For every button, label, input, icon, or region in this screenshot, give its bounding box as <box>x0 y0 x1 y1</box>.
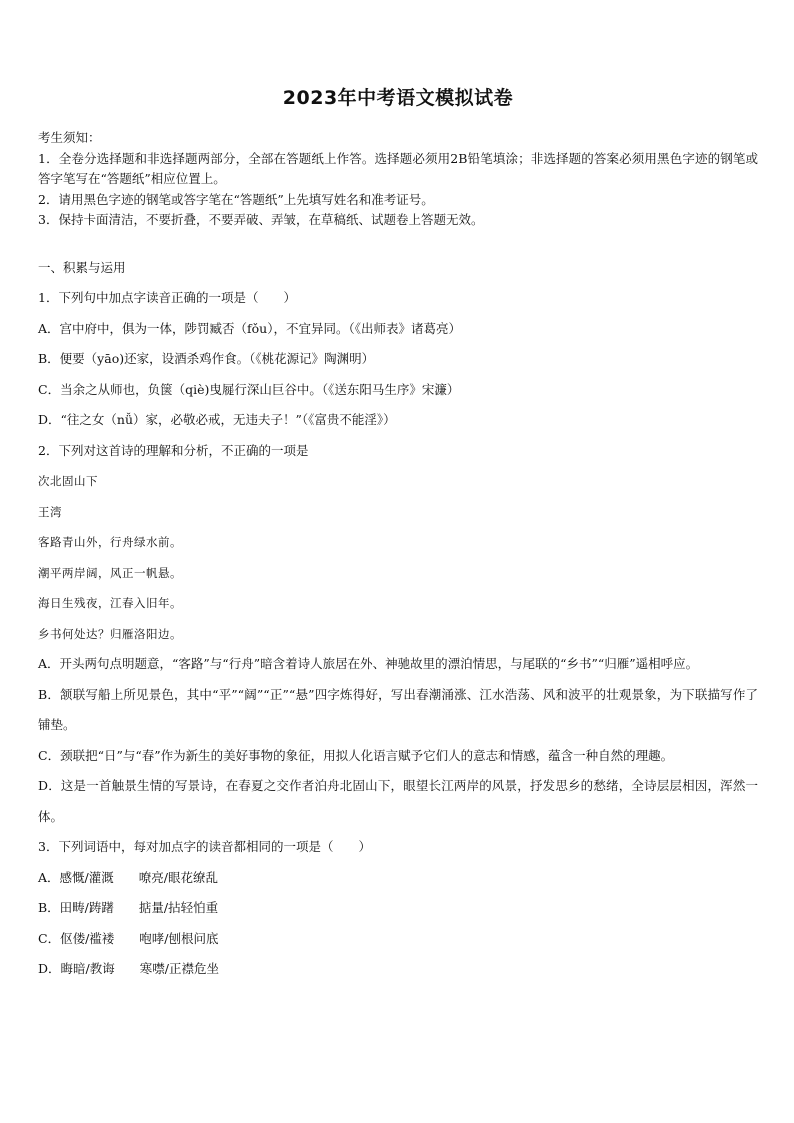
notice-item: 1．全卷分选择题和非选择题两部分，全部在答题纸上作答。选择题必须用2B铅笔填涂；非选择题的答案必须用黑色字迹的钢笔或答字笔写在“答题纸”相应位置上。 <box>38 150 758 186</box>
answer-option: B．田畴/踌躇 掂量/拈轻怕重 <box>38 900 219 915</box>
question-stem: 3．下列词语中，每对加点字的读音都相同的一项是（ ） <box>38 839 371 854</box>
poem-author: 王湾 <box>38 504 62 519</box>
answer-option: A．感慨/灌溉 嘹亮/眼花缭乱 <box>38 869 218 885</box>
answer-option: B．便要（yāo)还家，设酒杀鸡作食。（《桃花源记》陶渊明） <box>38 351 375 366</box>
exam-page <box>38 84 758 985</box>
answer-option: B．颔联写船上所见景色，其中“平”“阔”“正”“悬”四字炼得好，写出春潮涌涨、江水浩荡、风和波平的壮观景象，为下联描写作了铺垫。 <box>38 686 758 732</box>
answer-option: A．宫中府中，俱为一体，陟罚臧否（fǒu），不宜异同。（《出师表》诸葛亮） <box>38 320 461 336</box>
answer-option: D．“往之女（nǚ）家，必敬必戒，无违夫子！”（《富贵不能淫》） <box>38 412 396 427</box>
poem-line: 乡书何处达？归雁洛阳边。 <box>38 626 182 641</box>
answer-option: D．晦暗/教诲 寒噤/正襟危坐 <box>38 961 219 976</box>
section-heading: 一、积累与运用 <box>38 259 126 275</box>
notice-item: 2．请用黑色字迹的钢笔或答字笔在“答题纸”上先填写姓名和准考证号。 <box>38 191 434 207</box>
question-stem: 2．下列对这首诗的理解和分析，不正确的一项是 <box>38 442 309 458</box>
answer-option: C．颈联把“日”与“春”作为新生的美好事物的象征，用拟人化语言赋予它们人的意志和情感，蕴含一种自然的理趣。 <box>38 747 674 763</box>
exam-body <box>38 253 758 985</box>
poem-line: 海日生残夜，江春入旧年。 <box>38 596 182 610</box>
poem-line: 潮平两岸阔，风正一帆悬。 <box>38 565 182 580</box>
notice-item: 3．保持卡面清洁，不要折叠，不要弄破、弄皱，在草稿纸、试题卷上答题无效。 <box>38 212 484 227</box>
poem-line: 客路青山外，行舟绿水前。 <box>38 535 182 549</box>
notice-heading: 考生须知： <box>38 130 101 145</box>
answer-option: D．这是一首触景生情的写景诗，在春夏之交作者泊舟北固山下，眼望长江两岸的风景，抒发思乡的愁绪，全诗层层相因，浑然一体。 <box>38 778 758 824</box>
question-stem: 1．下列句中加点字读音正确的一项是（ ） <box>38 290 296 305</box>
candidate-notice <box>38 128 758 231</box>
answer-option: C．伛偻/褴褛 咆哮/刨根问底 <box>38 930 219 946</box>
answer-option: A．开头两句点明题意，“客路”与“行舟”暗含着诗人旅居在外、神驰故里的漂泊情思，与尾联的“乡书”“归雁”遥相呼应。 <box>38 656 699 671</box>
page-title: 2023年中考语文模拟试卷 <box>282 87 514 109</box>
poem-title: 次北固山下 <box>38 474 98 488</box>
answer-option: C．当余之从师也，负箧（qiè)曳屣行深山巨谷中。（《送东阳马生序》宋濂） <box>38 381 460 397</box>
